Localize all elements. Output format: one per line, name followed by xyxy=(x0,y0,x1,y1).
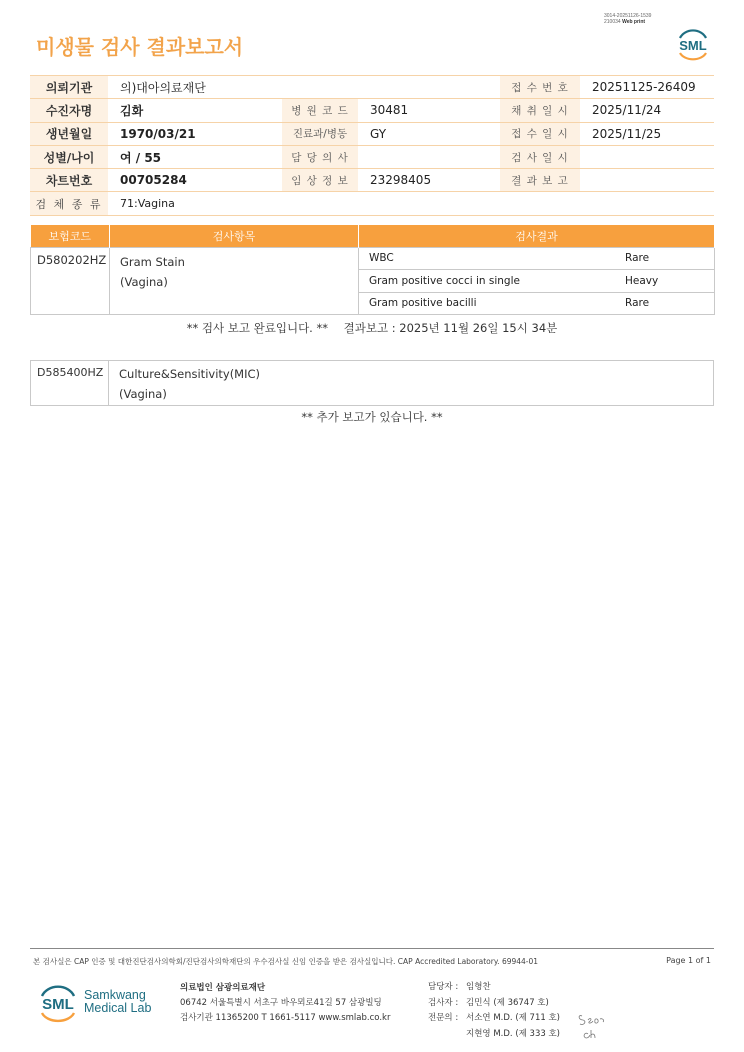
result-name: Gram positive bacilli xyxy=(369,297,477,310)
result-name: Gram positive cocci in single xyxy=(359,270,619,292)
print-id: 3014-20251126-1539 xyxy=(604,13,652,19)
footer-divider xyxy=(30,948,714,949)
result-value: Rare xyxy=(619,248,714,270)
print-code: 210034 xyxy=(604,19,621,25)
brand-line2: Medical Lab xyxy=(84,1001,152,1015)
list-item xyxy=(428,1011,560,1027)
test-item xyxy=(110,247,359,315)
sml-footer-logo-icon xyxy=(36,980,80,1026)
patient-info-table xyxy=(30,75,714,216)
receipt-date-label: 접 수 일 시 xyxy=(500,122,580,145)
info-row xyxy=(30,76,714,99)
test-date-value xyxy=(580,145,714,168)
sex-age-value: 여 / 55 xyxy=(108,145,282,168)
info-row xyxy=(30,99,714,122)
specimen-label: 검 체 종 류 xyxy=(30,192,108,215)
birth-label: 생년월일 xyxy=(30,122,108,145)
complete-message: ** 검사 보고 완료입니다. ** xyxy=(186,321,328,335)
print-meta xyxy=(604,13,651,25)
receipt-no-label: 접 수 번 호 xyxy=(500,76,580,99)
staff-value: 김민식 (제 36747 호) xyxy=(466,997,549,1008)
col-code-header: 보험코드 xyxy=(31,225,110,247)
test-date-label: 검 사 일 시 xyxy=(500,145,580,168)
specimen-value: 71:Vagina xyxy=(108,192,714,215)
patient-label: 수진자명 xyxy=(30,99,108,122)
requester-label: 의뢰기관 xyxy=(30,76,108,99)
result-row xyxy=(359,248,714,270)
clinical-label: 임 상 정 보 xyxy=(282,169,358,192)
report-label: 결 과 보 고 xyxy=(500,169,580,192)
collect-date-value: 2025/11/24 xyxy=(580,99,714,122)
staff-label xyxy=(428,1027,466,1043)
sex-age-label: 성별/나이 xyxy=(30,145,108,168)
print-label: Web print xyxy=(622,19,646,25)
report-value xyxy=(580,169,714,192)
sml-footer-logo-text: SML xyxy=(42,996,74,1013)
clinical-value: 23298405 xyxy=(358,169,500,192)
dept-value: GY xyxy=(358,122,500,145)
result-value: Rare xyxy=(625,297,650,310)
staff-value: 지현영 M.D. (제 333 호) xyxy=(466,1028,561,1039)
test-specimen: (Vagina) xyxy=(120,274,168,289)
staff-value: 서소연 M.D. (제 711 호) xyxy=(466,1013,561,1023)
patient-value: 김화 xyxy=(108,99,282,122)
staff-label: 전문의 : xyxy=(428,1013,459,1023)
corp-contact: 검사기관 11365200 T 1661-5117 www.smlab.co.kr xyxy=(180,1013,391,1023)
corp-address: 06742 서울특별시 서초구 바우뫼로41길 57 삼광빌딩 xyxy=(180,998,382,1008)
brand-name xyxy=(84,989,151,1015)
result-row xyxy=(359,270,714,292)
sml-logo-text: SML xyxy=(679,38,707,53)
sml-logo-icon xyxy=(674,26,712,62)
results-table xyxy=(30,225,715,315)
corp-info xyxy=(180,981,390,1026)
test-name: Gram Stain xyxy=(120,254,185,269)
list-item xyxy=(428,996,560,1012)
requester-value: 의)대아의료재단 xyxy=(108,76,500,99)
list-item xyxy=(428,1027,560,1043)
doctor-value xyxy=(358,145,500,168)
receipt-no-value: 20251125-26409 xyxy=(580,76,714,99)
col-item-header: 검사항목 xyxy=(110,225,359,247)
test-results xyxy=(359,247,715,315)
table-row xyxy=(31,247,715,315)
info-row xyxy=(30,122,714,145)
test-code: D580202HZ xyxy=(31,247,110,315)
result-subtable xyxy=(359,248,714,315)
test-specimen: (Vagina) xyxy=(119,387,167,401)
corp-name: 의료법인 삼광의료재단 xyxy=(180,983,266,993)
info-row xyxy=(30,169,714,192)
birth-value: 1970/03/21 xyxy=(108,122,282,145)
report-complete-note xyxy=(0,320,744,336)
brand-line1: Samkwang xyxy=(84,988,146,1002)
doctor-label: 담 당 의 사 xyxy=(282,145,358,168)
test-name: Culture&Sensitivity(MIC) xyxy=(119,367,261,381)
staff-label: 검사자 : xyxy=(428,997,459,1008)
test-item xyxy=(119,364,260,404)
chart-label: 차트번호 xyxy=(30,169,108,192)
hospital-code-value: 30481 xyxy=(358,99,500,122)
info-row xyxy=(30,145,714,168)
test-code: D585400HZ xyxy=(31,361,109,405)
report-title: 미생물 검사 결과보고서 xyxy=(36,35,244,59)
collect-date-label: 채 취 일 시 xyxy=(500,99,580,122)
dept-label: 진료과/병동 xyxy=(282,122,358,145)
result-row xyxy=(359,292,714,314)
result-name: WBC xyxy=(359,248,619,270)
additional-report-note: ** 추가 보고가 있습니다. ** xyxy=(301,410,443,424)
staff-list xyxy=(428,980,560,1042)
culture-test-box xyxy=(30,360,714,406)
results-header xyxy=(31,225,715,247)
print-mode xyxy=(604,19,651,25)
report-time: 결과보고 : 2025년 11월 26일 15시 34분 xyxy=(343,321,558,335)
col-result-header: 검사결과 xyxy=(359,225,715,247)
receipt-date-value: 2025/11/25 xyxy=(580,122,714,145)
staff-label: 담당자 : xyxy=(428,982,459,992)
hospital-code-label: 병 원 코 드 xyxy=(282,99,358,122)
page-number: Page 1 of 1 xyxy=(666,956,711,965)
chart-value: 00705284 xyxy=(108,169,282,192)
certification-text: 본 검사실은 CAP 인증 및 대한진단검사의학회/진단검사의학재단의 우수검사실 신임 인증을 받은 검사실입니다. CAP Accredited Laboratory. 69944-01 xyxy=(33,957,539,966)
staff-value: 임형찬 xyxy=(466,982,491,992)
info-row xyxy=(30,192,714,215)
result-value: Heavy xyxy=(619,270,714,292)
list-item xyxy=(428,980,560,996)
signature-icon xyxy=(576,1008,610,1042)
